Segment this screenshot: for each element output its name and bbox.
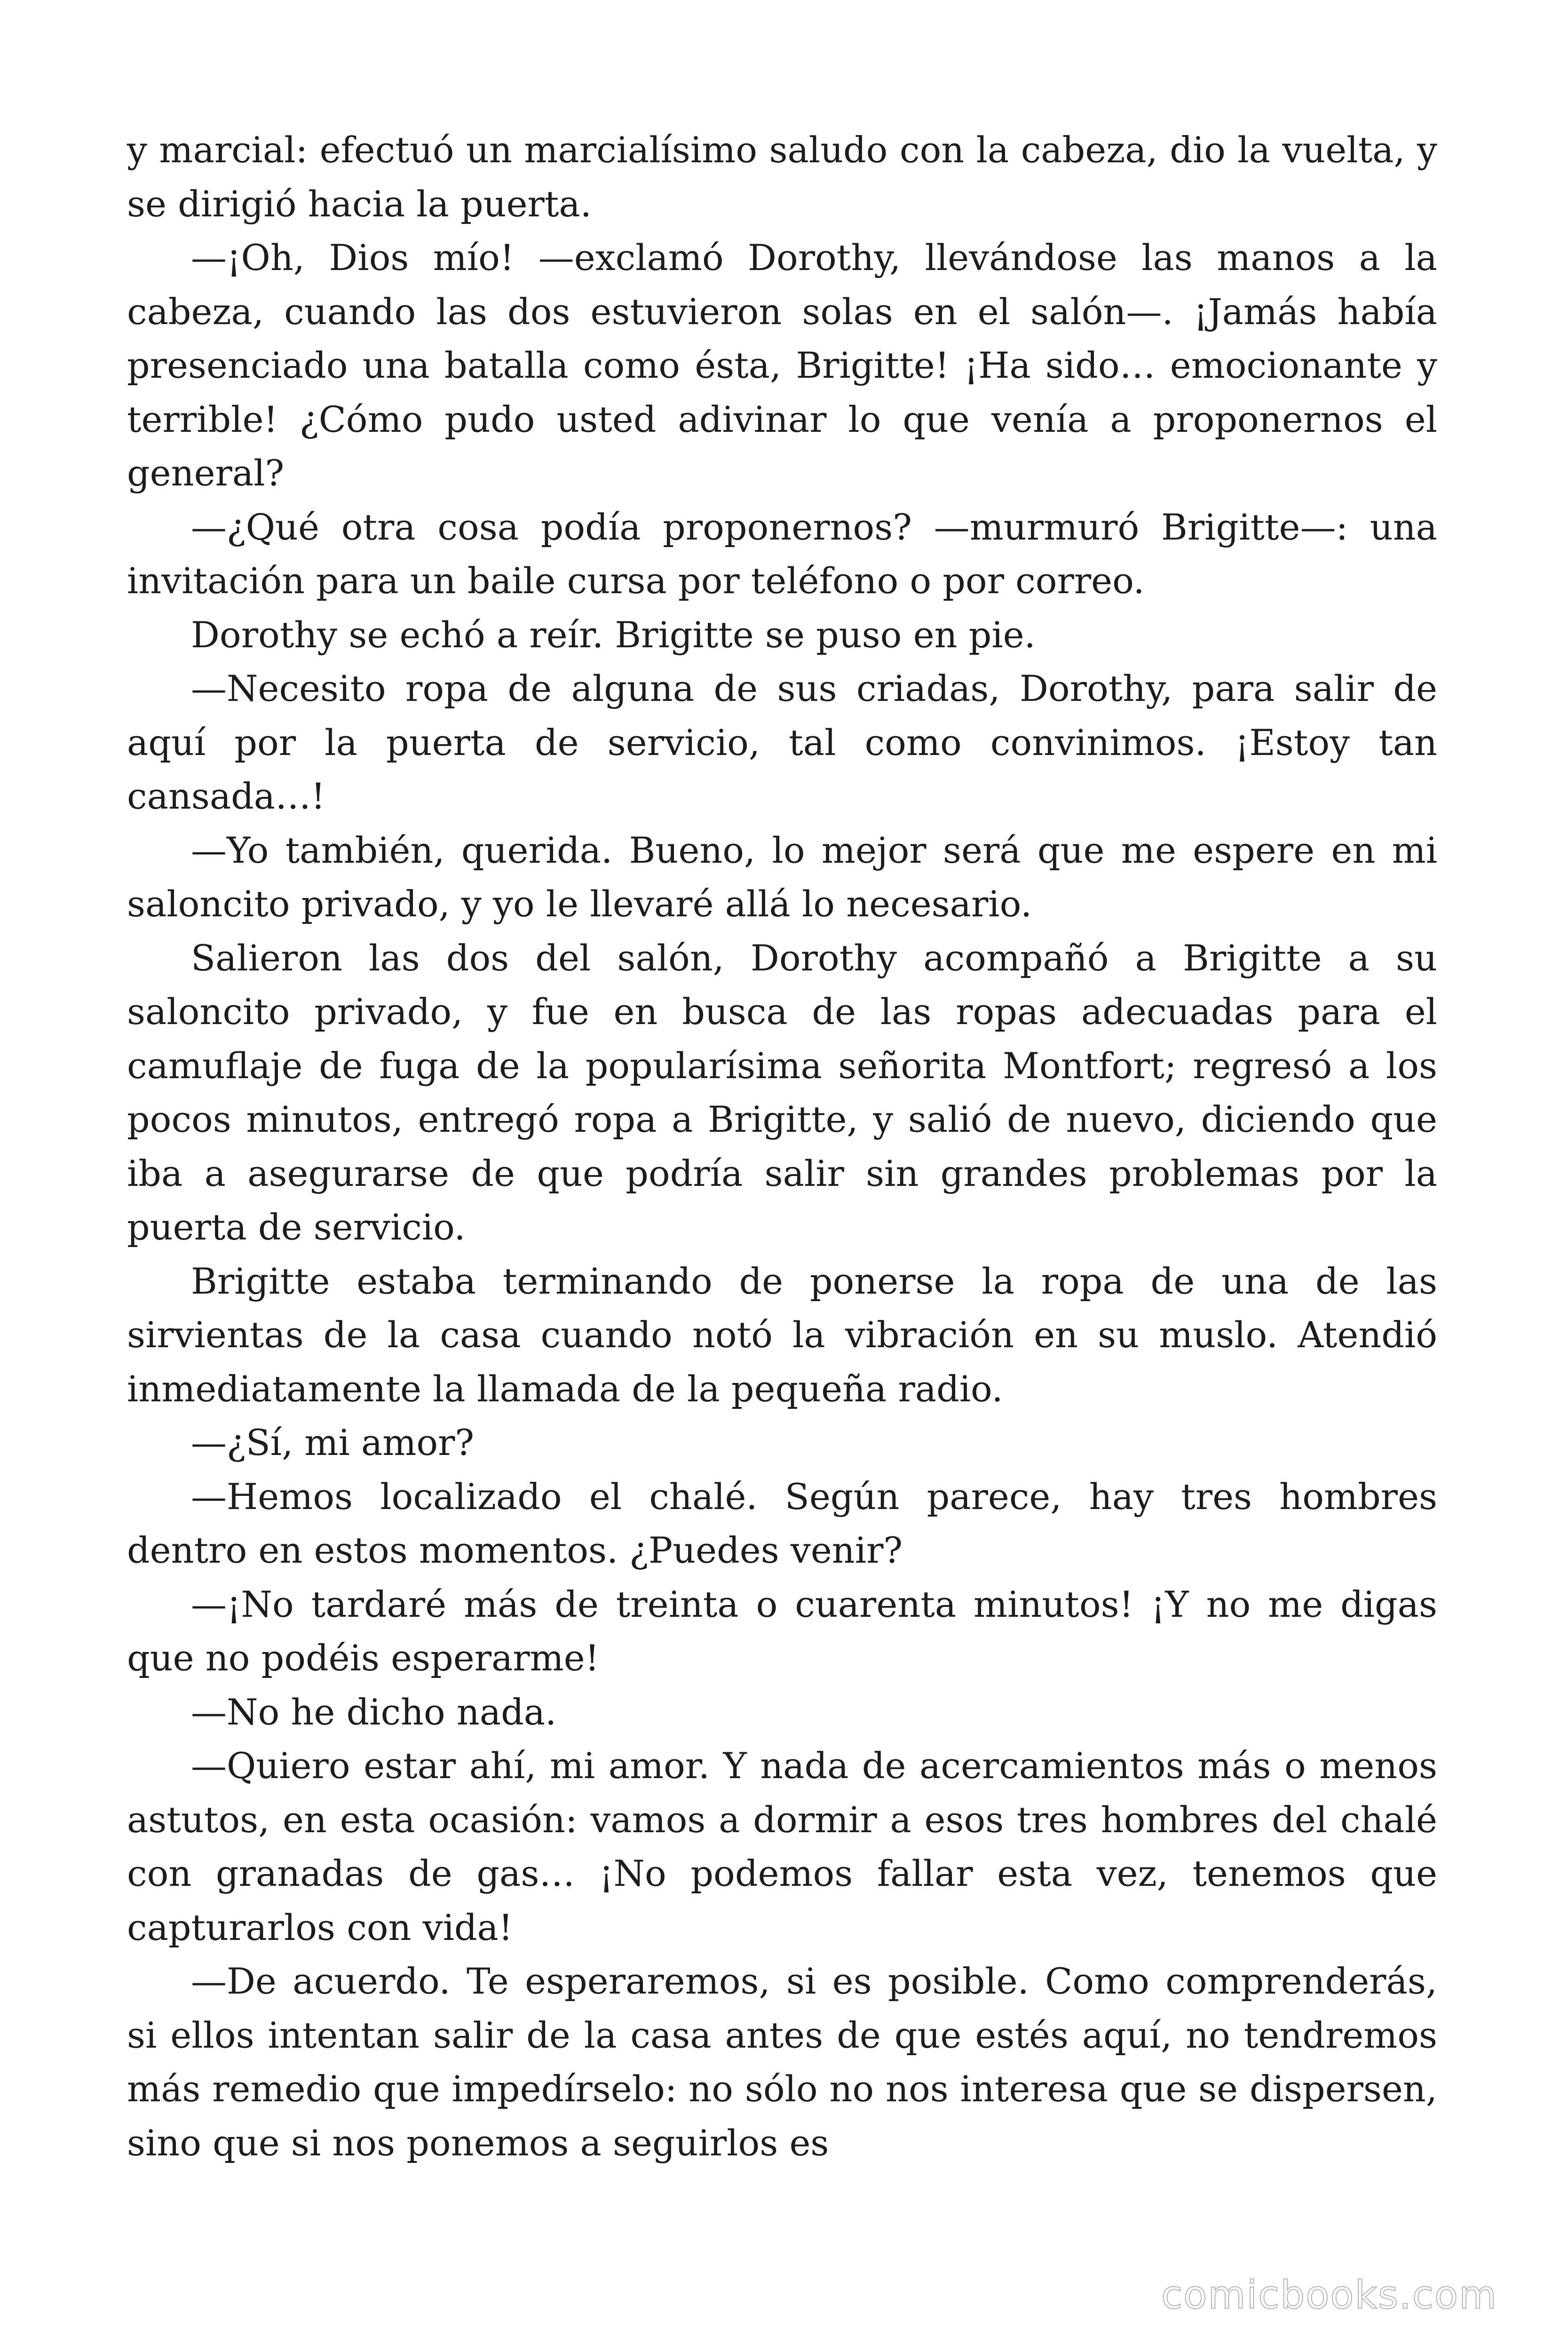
- paragraph: —¡No tardaré más de treinta o cuarenta minutos! ¡Y no me digas que no podéis esperarme!: [127, 1583, 1437, 1679]
- paragraph: —Yo también, querida. Bueno, lo mejor será que me espere en mi saloncito privado, y yo le llevaré allá lo necesario.: [127, 829, 1437, 925]
- paragraph: —No he dicho nada.: [191, 1691, 557, 1733]
- paragraph: —De acuerdo. Te esperaremos, si es posible. Como comprenderás, si ellos intentan salir de la casa antes de que estés aquí, no tendremos más remedio que impedírselo: no sólo no nos interesa que se dispersen, sino que si nos ponemos a seguirlos es: [127, 1960, 1437, 2164]
- paragraph: —¡Oh, Dios mío! —exclamó Dorothy, llevándose las manos a la cabeza, cuando las dos estuvieron solas en el salón—. ¡Jamás había presenciado una batalla como ésta, Brigitte! ¡Ha sido… emocionante y terrible! ¿Cómo pudo usted adivinar lo que venía a proponernos el general?: [127, 237, 1437, 494]
- paragraph: —Quiero estar ahí, mi amor. Y nada de acercamientos más o menos astutos, en esta ocasión: vamos a dormir a esos tres hombres del chalé con granadas de gas… ¡No podemos fallar esta vez, tenemos que capturarlos con vida!: [127, 1745, 1437, 1948]
- watermark: comicbooks.com: [1161, 2273, 1497, 2318]
- paragraph: —Necesito ropa de alguna de sus criadas, Dorothy, para salir de aquí por la puerta de servicio, tal como convinimos. ¡Estoy tan cansada…!: [127, 667, 1437, 817]
- paragraph: Salieron las dos del salón, Dorothy acompañó a Brigitte a su saloncito privado, y fue en busca de las ropas adecuadas para el camuflaje de fuga de la popularísima señorita Montfort; regresó a los pocos minutos, entregó ropa a Brigitte, y salió de nuevo, diciendo que iba a asegurarse de que podría salir sin grandes problemas por la puerta de servicio.: [127, 937, 1437, 1248]
- paragraph: —Hemos localizado el chalé. Según parece, hay tres hombres dentro en estos momentos. ¿Puedes venir?: [127, 1475, 1437, 1571]
- paragraph: —¿Qué otra cosa podía proponernos? —murmuró Brigitte—: una invitación para un baile cursa por teléfono o por correo.: [127, 506, 1437, 602]
- paragraph: y marcial: efectuó un marcialísimo saludo con la cabeza, dio la vuelta, y se dirigió hacia la puerta.: [127, 129, 1437, 225]
- paragraph: Dorothy se echó a reír. Brigitte se puso en pie.: [191, 613, 1036, 656]
- paragraph: Brigitte estaba terminando de ponerse la ropa de una de las sirvientas de la casa cuando notó la vibración en su muslo. Atendió inmediatamente la llamada de la pequeña radio.: [127, 1260, 1437, 1410]
- page-body: [127, 123, 1437, 2170]
- paragraph: —¿Sí, mi amor?: [191, 1422, 475, 1463]
